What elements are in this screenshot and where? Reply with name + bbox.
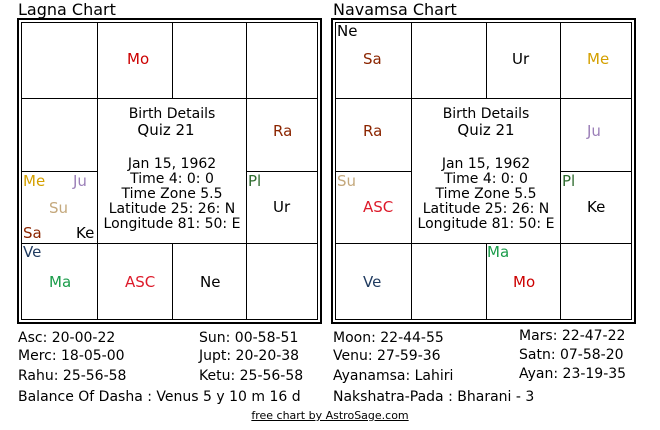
quiz-name: Quiz 21 <box>457 121 515 139</box>
ascendant: ASC <box>363 198 394 216</box>
birth-date: Jan 15, 1962 <box>441 156 531 172</box>
footer-link[interactable]: free chart by AstroSage.com <box>251 409 409 422</box>
navamsa-chart-title: Navamsa Chart <box>333 0 457 19</box>
footer <box>0 409 660 422</box>
merc-degree: Merc: 18-05-00 <box>18 348 125 364</box>
planet-ve: Ve <box>23 243 42 261</box>
grid-line <box>336 98 631 99</box>
birth-details-title: Birth Details <box>128 106 216 122</box>
nakshatra-pada: Nakshatra-Pada : Bharani - 3 <box>333 389 535 405</box>
moon-degree: Moon: 22-44-55 <box>333 330 444 346</box>
planet-ur: Ur <box>273 198 291 216</box>
planet-ke: Ke <box>587 198 606 216</box>
venu-degree: Venu: 27-59-36 <box>333 348 441 364</box>
planet-su: Su <box>49 199 69 217</box>
longitude: Longitude 81: 50: E <box>103 216 241 232</box>
planet-me: Me <box>587 50 610 68</box>
rahu-degree: Rahu: 25-56-58 <box>18 368 127 384</box>
navamsa-chart <box>331 18 636 324</box>
time-zone: Time Zone 5.5 <box>435 186 537 202</box>
planet-mo: Mo <box>127 50 150 68</box>
planet-ju: Ju <box>587 122 601 140</box>
ayanamsa: Ayanamsa: Lahiri <box>333 368 454 384</box>
planet-sa: Sa <box>363 50 382 68</box>
ascendant: ASC <box>125 273 156 291</box>
grid-line <box>172 243 173 319</box>
lagna-chart <box>17 18 322 324</box>
grid-line <box>22 243 317 244</box>
grid-line <box>411 243 412 319</box>
birth-details-title: Birth Details <box>442 106 530 122</box>
planet-ra: Ra <box>273 122 293 140</box>
planet-sa: Sa <box>23 224 42 242</box>
latitude: Latitude 25: 26: N <box>422 201 550 217</box>
ayan-degree: Ayan: 23-19-35 <box>519 366 627 382</box>
planet-ra: Ra <box>363 122 383 140</box>
longitude: Longitude 81: 50: E <box>417 216 555 232</box>
mars-degree: Mars: 22-47-22 <box>519 328 626 344</box>
grid-line <box>22 98 317 99</box>
grid-line <box>486 23 487 98</box>
latitude: Latitude 25: 26: N <box>108 201 236 217</box>
planet-ne: Ne <box>337 22 358 40</box>
birth-date: Jan 15, 1962 <box>127 156 217 172</box>
birth-time: Time 4: 0: 0 <box>130 171 214 187</box>
planet-su: Su <box>337 172 357 190</box>
ketu-degree: Ketu: 25-56-58 <box>199 368 304 384</box>
planet-ve: Ve <box>363 273 382 291</box>
lagna-chart-title: Lagna Chart <box>18 0 116 19</box>
birth-time: Time 4: 0: 0 <box>444 171 528 187</box>
grid-line <box>97 243 98 319</box>
planet-ne: Ne <box>200 273 221 291</box>
planet-pl: Pl <box>562 172 576 190</box>
sun-degree: Sun: 00-58-51 <box>199 330 299 346</box>
asc-degree: Asc: 20-00-22 <box>18 330 116 346</box>
planet-me: Me <box>23 172 46 190</box>
birth-details <box>412 106 560 232</box>
grid-line <box>336 243 631 244</box>
lagna-chart-grid <box>21 22 318 320</box>
planet-mo: Mo <box>513 273 536 291</box>
dasha-balance: Balance Of Dasha : Venus 5 y 10 m 16 d <box>18 389 301 405</box>
planet-ke: Ke <box>76 224 95 242</box>
jupt-degree: Jupt: 20-20-38 <box>199 348 300 364</box>
planet-pl: Pl <box>248 172 262 190</box>
birth-details <box>98 106 246 232</box>
planet-ma: Ma <box>487 243 510 261</box>
planet-ju: Ju <box>73 172 87 190</box>
planet-ur: Ur <box>512 50 530 68</box>
satn-degree: Satn: 07-58-20 <box>519 347 624 363</box>
quiz-name: Quiz 21 <box>137 121 195 139</box>
planet-ma: Ma <box>49 273 72 291</box>
grid-line <box>172 23 173 98</box>
time-zone: Time Zone 5.5 <box>121 186 223 202</box>
navamsa-chart-grid <box>335 22 632 320</box>
